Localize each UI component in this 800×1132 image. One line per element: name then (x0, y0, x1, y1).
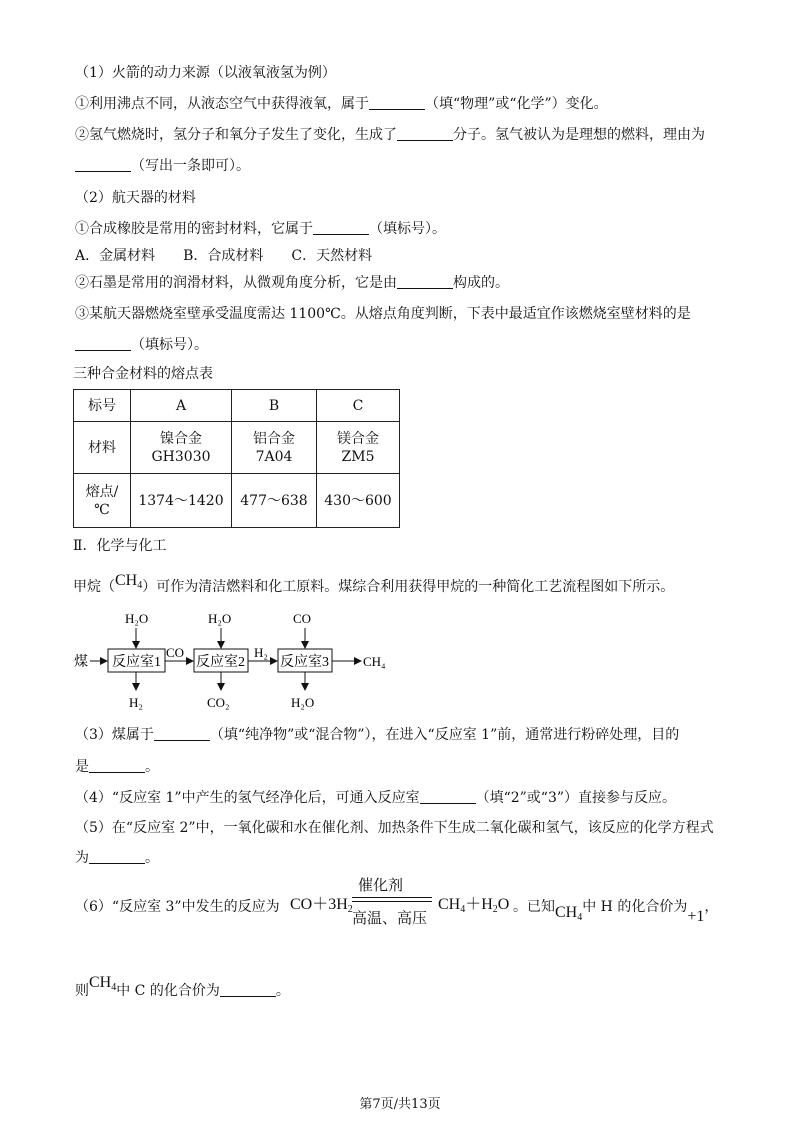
table-cell: 熔点/℃ (74, 474, 131, 528)
answer-blank[interactable] (75, 157, 131, 172)
reactor-1-output: H₂ (129, 695, 143, 710)
h2-label: H₂ (254, 645, 268, 660)
section-heading: Ⅱ．化学与化工 (73, 538, 167, 554)
table-cell: B (232, 390, 317, 422)
table-cell: 标号 (74, 390, 131, 422)
q1-2-line-2 (75, 156, 250, 176)
q2-heading: （2）航天器的材料 (75, 190, 196, 206)
answer-blank[interactable] (397, 274, 453, 289)
methane-intro (73, 566, 674, 602)
q5-line-2: 为 。 (75, 850, 159, 866)
reactor-2-input: H₂O (208, 611, 232, 626)
q6-text: （6）“反应室 3”中发生的反应为 (75, 899, 280, 915)
q1-1-text: ①利用沸点不同，从液态空气中获得液氧，属于 (75, 96, 369, 112)
reactor-1-input: H₂O (125, 611, 149, 626)
valence-value: +1 (687, 908, 705, 925)
equation-bar (352, 901, 432, 902)
q6-line-2: 则$CH_4$中 C 的化合价为 。 (75, 974, 290, 999)
q1-2-hint: （写出一条即可）。 (131, 158, 250, 174)
coal-label: 煤 (74, 655, 88, 670)
reactor-2-output: CO₂ (207, 695, 230, 710)
table-cell: A (131, 390, 232, 422)
table-cell: 430～600 (317, 474, 400, 528)
table-title: 三种合金材料的熔点表 (73, 366, 213, 382)
ch4-formula: $CH_4$ (115, 572, 143, 591)
q3-line (75, 725, 679, 745)
q2-3-line: ③某航天器燃烧室壁承受温度需达 1100℃。从熔点角度判断，下表中最适宜作该燃烧室壁材料的是 (75, 306, 691, 322)
q1-2-text: ②氢气燃烧时，氢分子和氧分子发生了变化，生成了 (75, 127, 397, 143)
q6-line-tail: 。已知$CH_4$中 H 的化合价为+1， (513, 899, 719, 925)
table-cell: 477～638 (232, 474, 317, 528)
q4-line (75, 788, 676, 808)
table-cell: 铝合金 7A04 (232, 422, 317, 474)
q2-1-options: A．金属材料 B．合成材料 C．天然材料 (75, 248, 373, 264)
ch4-formula: $CH_4$ (89, 974, 117, 993)
q2-1-line (75, 219, 446, 239)
catalyst-label: 催化剂 (358, 876, 404, 894)
q4-tail: （填“2”或“3”）直接参与反应。 (475, 790, 677, 806)
answer-blank[interactable] (75, 336, 131, 351)
equation-lhs: $CO+3H_2$ (290, 896, 353, 915)
condition-label: 高温、高压 (352, 909, 428, 927)
process-flow-diagram (0, 600, 800, 720)
q2-2-tail: 构成的。 (453, 275, 509, 291)
q1-2-line (75, 125, 705, 145)
q2-1-text: ①合成橡胶是常用的密封材料，它属于 (75, 221, 313, 237)
q1-1-line (75, 94, 608, 114)
answer-blank[interactable] (154, 726, 210, 741)
ch4-output: CH₄ (363, 654, 386, 669)
reactor-1-label: 反应室1 (112, 655, 161, 670)
table-cell: C (317, 390, 400, 422)
q2-2-line (75, 273, 509, 293)
q3-line-2: 是 。 (75, 759, 159, 775)
answer-blank[interactable] (220, 982, 276, 997)
table-cell: 镍合金 GH3030 (131, 422, 232, 474)
q1-heading: （1）火箭的动力来源（以液氧液氢为例） (75, 65, 336, 81)
table-cell: 1374～1420 (131, 474, 232, 528)
q2-1-tail: （填标号）。 (369, 221, 446, 237)
co-label: CO (166, 645, 185, 660)
q4-text: （4）“反应室 1”中产生的氢气经净化后，可通入反应室 (75, 790, 420, 806)
equation-rhs: $CH_4+H_2O$ (438, 896, 510, 915)
answer-blank[interactable] (369, 95, 425, 110)
melting-point-table (73, 389, 400, 528)
intro-text: 甲烷（ (73, 579, 115, 595)
q2-3-line-2 (75, 335, 208, 355)
q3-tail: （填“纯净物”或“混合物”），在进入“反应室 1”前，通常进行粉碎处理，目的 (209, 727, 680, 743)
reactor-2-label: 反应室2 (196, 655, 245, 670)
equation-bar (352, 897, 432, 898)
q5-line: （5）在“反应室 2”中，一氧化碳和水在催化剂、加热条件下生成二氧化碳和氢气，该反应的化学方程式 (75, 820, 714, 836)
q1-1-tail: （填“物理”或“化学”）变化。 (425, 96, 608, 112)
q3-text: （3）煤属于 (75, 727, 154, 743)
answer-blank[interactable] (313, 220, 369, 235)
q2-2-text: ②石墨是常用的润滑材料，从微观角度分析，它是由 (75, 275, 397, 291)
answer-blank[interactable] (397, 126, 453, 141)
table-cell: 镁合金 ZM5 (317, 422, 400, 474)
page-footer: 第7页/共13页 (359, 1097, 441, 1112)
answer-blank[interactable] (420, 789, 476, 804)
reactor-3-output: H₂O (291, 695, 315, 710)
reactor-3-label: 反应室3 (280, 655, 329, 670)
intro-tail: ）可作为清洁燃料和化工原料。煤综合利用获得甲烷的一种简化工艺流程图如下所示。 (142, 579, 675, 595)
reactor-3-input: CO (293, 611, 312, 626)
q2-3-hint: （填标号）。 (131, 337, 208, 353)
reaction-equation (290, 878, 530, 928)
table-cell: 材料 (74, 422, 131, 474)
ch4-formula: $CH_4$ (555, 904, 583, 923)
q6-line (75, 897, 280, 917)
q1-2-tail: 分子。氢气被认为是理想的燃料，理由为 (453, 127, 705, 143)
answer-blank[interactable] (89, 758, 145, 773)
answer-blank[interactable] (89, 849, 145, 864)
